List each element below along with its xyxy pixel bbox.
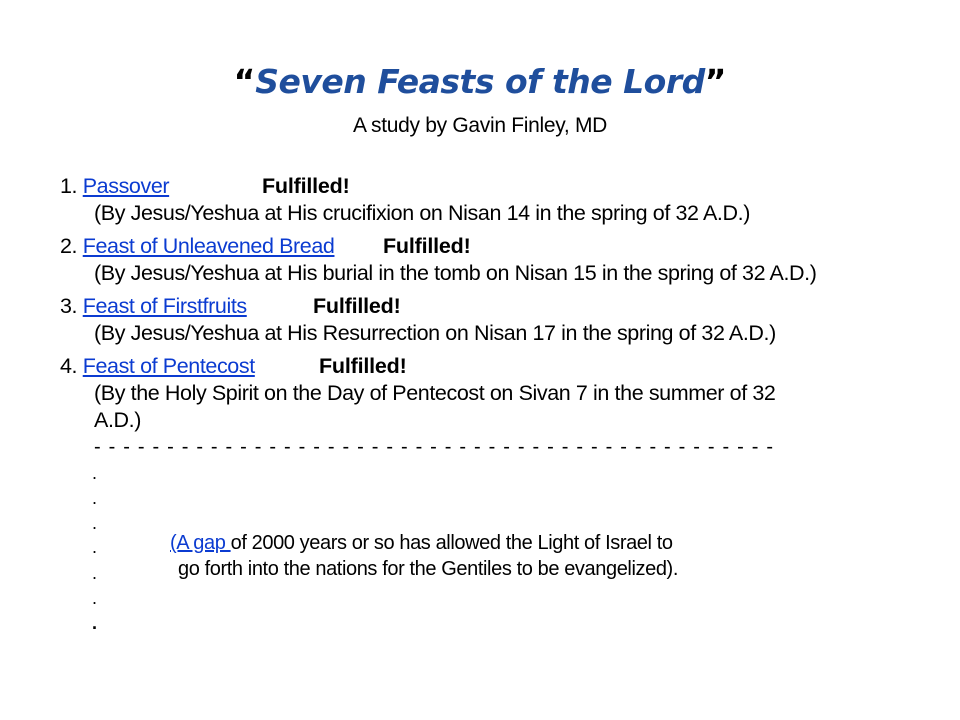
subtitle: A study by Gavin Finley, MD <box>352 114 608 137</box>
feast-status: Fulfilled! <box>262 174 350 198</box>
feast-item-2 <box>60 234 334 259</box>
ellipsis-dot: . <box>92 488 98 508</box>
feast-number: 4. <box>60 354 78 378</box>
gap-note-line-2: go forth into the nations for the Gentiles to be evangelized). <box>178 558 678 580</box>
feast-number: 3. <box>60 294 78 318</box>
feast-detail: (By Jesus/Yeshua at His crucifixion on Nisan 14 in the spring of 32 A.D.) <box>94 201 750 225</box>
gap-note-text: of 2000 years or so has allowed the Light of Israel to <box>230 532 673 554</box>
feast-number: 2. <box>60 234 78 258</box>
ellipsis-dot: . <box>92 537 98 557</box>
title-close-quote: ” <box>704 62 727 101</box>
gap-note-line-1 <box>170 532 673 555</box>
feast-detail-continued: A.D.) <box>94 408 141 432</box>
ellipsis-dot: . <box>92 613 98 633</box>
dashed-divider: - - - - - - - - - - - - - - - - - - - - - - - - - - - - - - - - - - - - - - - - - - - - - - - <box>94 436 775 458</box>
feast-link-pentecost[interactable]: Feast of Pentecost <box>82 354 255 378</box>
ellipsis-dot: . <box>92 463 98 483</box>
feast-item-3 <box>60 294 247 319</box>
gap-link[interactable]: (A gap <box>170 532 231 554</box>
feast-detail: (By Jesus/Yeshua at His Resurrection on Nisan 17 in the spring of 32 A.D.) <box>94 321 776 345</box>
feast-status: Fulfilled! <box>383 234 471 258</box>
feast-detail: (By Jesus/Yeshua at His burial in the tomb on Nisan 15 in the spring of 32 A.D.) <box>94 261 817 285</box>
feast-link-unleavened-bread[interactable]: Feast of Unleavened Bread <box>82 234 335 258</box>
feast-number: 1. <box>60 174 78 198</box>
slide-title <box>0 62 960 101</box>
feast-link-passover[interactable]: Passover <box>82 174 170 198</box>
ellipsis-dot: . <box>92 588 98 608</box>
feast-status: Fulfilled! <box>319 354 407 378</box>
feast-status: Fulfilled! <box>313 294 401 318</box>
title-text: Seven Feasts of the Lord <box>255 62 705 101</box>
ellipsis-dot: . <box>92 513 98 533</box>
feast-detail: (By the Holy Spirit on the Day of Pentecost on Sivan 7 in the summer of 32 <box>94 381 776 405</box>
title-open-quote: “ <box>233 62 256 101</box>
ellipsis-dot: . <box>92 563 98 583</box>
feast-item-4 <box>60 354 255 379</box>
feast-item-1 <box>60 174 169 199</box>
feast-link-firstfruits[interactable]: Feast of Firstfruits <box>82 294 247 318</box>
